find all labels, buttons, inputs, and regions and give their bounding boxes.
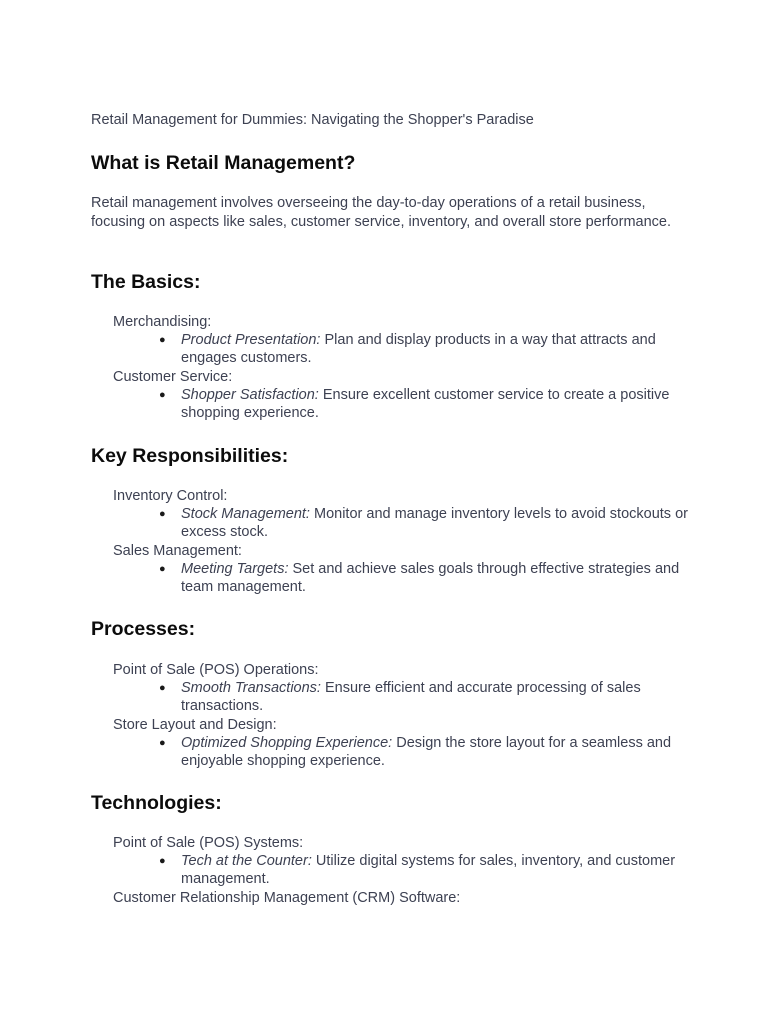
- section-list-processes: [113, 661, 693, 770]
- bullet-text: Utilize digital systems for sales, inventory, and customer management.: [181, 853, 676, 888]
- list-item: [113, 889, 693, 907]
- list-item: [113, 368, 693, 423]
- intro-paragraph: Retail management involves overseeing the day-to-day operations of a retail business, focusing on aspects like sales, customer service, inventory, and overall store performance.: [91, 195, 671, 230]
- bullet-item: [159, 734, 693, 770]
- bullet-item: [159, 505, 693, 541]
- bullet-term: Shopper Satisfaction:: [181, 386, 319, 403]
- section-list-technologies: [113, 834, 693, 907]
- bullet-text: Ensure excellent customer service to create a positive shopping experience.: [181, 386, 670, 422]
- bullet-list: [113, 331, 693, 367]
- bullet-term: Optimized Shopping Experience:: [181, 734, 393, 751]
- bullet-list: [113, 852, 693, 888]
- bullet-icon: ●: [159, 562, 166, 575]
- heading-the-basics: The Basics:: [91, 271, 201, 293]
- section-list-responsibilities: [113, 487, 693, 596]
- bullet-icon: ●: [159, 334, 166, 347]
- bullet-item: [159, 331, 693, 367]
- heading-what-is-retail-management: What is Retail Management?: [91, 152, 356, 174]
- section-list-basics: [113, 313, 693, 422]
- list-item: [113, 716, 693, 771]
- bullet-text: Monitor and manage inventory levels to avoid stockouts or excess stock.: [181, 506, 688, 541]
- list-item: [113, 661, 693, 716]
- heading-key-responsibilities: Key Responsibilities:: [91, 445, 289, 467]
- bullet-icon: ●: [159, 736, 166, 749]
- bullet-item: [159, 679, 693, 715]
- document-title: Retail Management for Dummies: Navigating the Shopper's Paradise: [91, 112, 534, 128]
- group-label: Point of Sale (POS) Systems:: [113, 835, 304, 851]
- bullet-icon: ●: [159, 508, 166, 521]
- bullet-text: Design the store layout for a seamless and enjoyable shopping experience.: [181, 734, 672, 770]
- bullet-item: [159, 852, 693, 888]
- group-label: Store Layout and Design:: [113, 716, 277, 733]
- bullet-term: Tech at the Counter:: [181, 853, 312, 870]
- bullet-list: [113, 679, 693, 715]
- bullet-item: [159, 560, 693, 596]
- bullet-term: Meeting Targets:: [181, 560, 289, 577]
- bullet-icon: ●: [159, 388, 166, 401]
- bullet-term: Smooth Transactions:: [181, 680, 321, 697]
- bullet-icon: ●: [159, 682, 166, 695]
- group-label: Sales Management:: [113, 542, 242, 559]
- bullet-text: Set and achieve sales goals through effective strategies and team management.: [181, 560, 680, 596]
- bullet-term: Stock Management:: [181, 506, 310, 523]
- heading-processes: Processes:: [91, 618, 196, 640]
- group-label: Customer Service:: [113, 368, 233, 385]
- heading-technologies: Technologies:: [91, 792, 222, 814]
- group-label: Point of Sale (POS) Operations:: [113, 662, 319, 678]
- bullet-list: [113, 734, 693, 770]
- bullet-icon: ●: [159, 855, 166, 868]
- bullet-text: Plan and display products in a way that attracts and engages customers.: [181, 332, 656, 367]
- list-item: [113, 542, 693, 597]
- bullet-list: [113, 386, 693, 422]
- group-label: Merchandising:: [113, 314, 212, 330]
- bullet-text: Ensure efficient and accurate processing of sales transactions.: [181, 680, 641, 715]
- list-item: [113, 313, 693, 368]
- bullet-item: [159, 386, 693, 422]
- group-label: Customer Relationship Management (CRM) Software:: [113, 889, 461, 906]
- bullet-term: Product Presentation:: [181, 332, 321, 349]
- list-item: [113, 834, 693, 889]
- bullet-list: [113, 560, 693, 596]
- list-item: [113, 487, 693, 542]
- bullet-list: [113, 505, 693, 541]
- group-label: Inventory Control:: [113, 488, 228, 504]
